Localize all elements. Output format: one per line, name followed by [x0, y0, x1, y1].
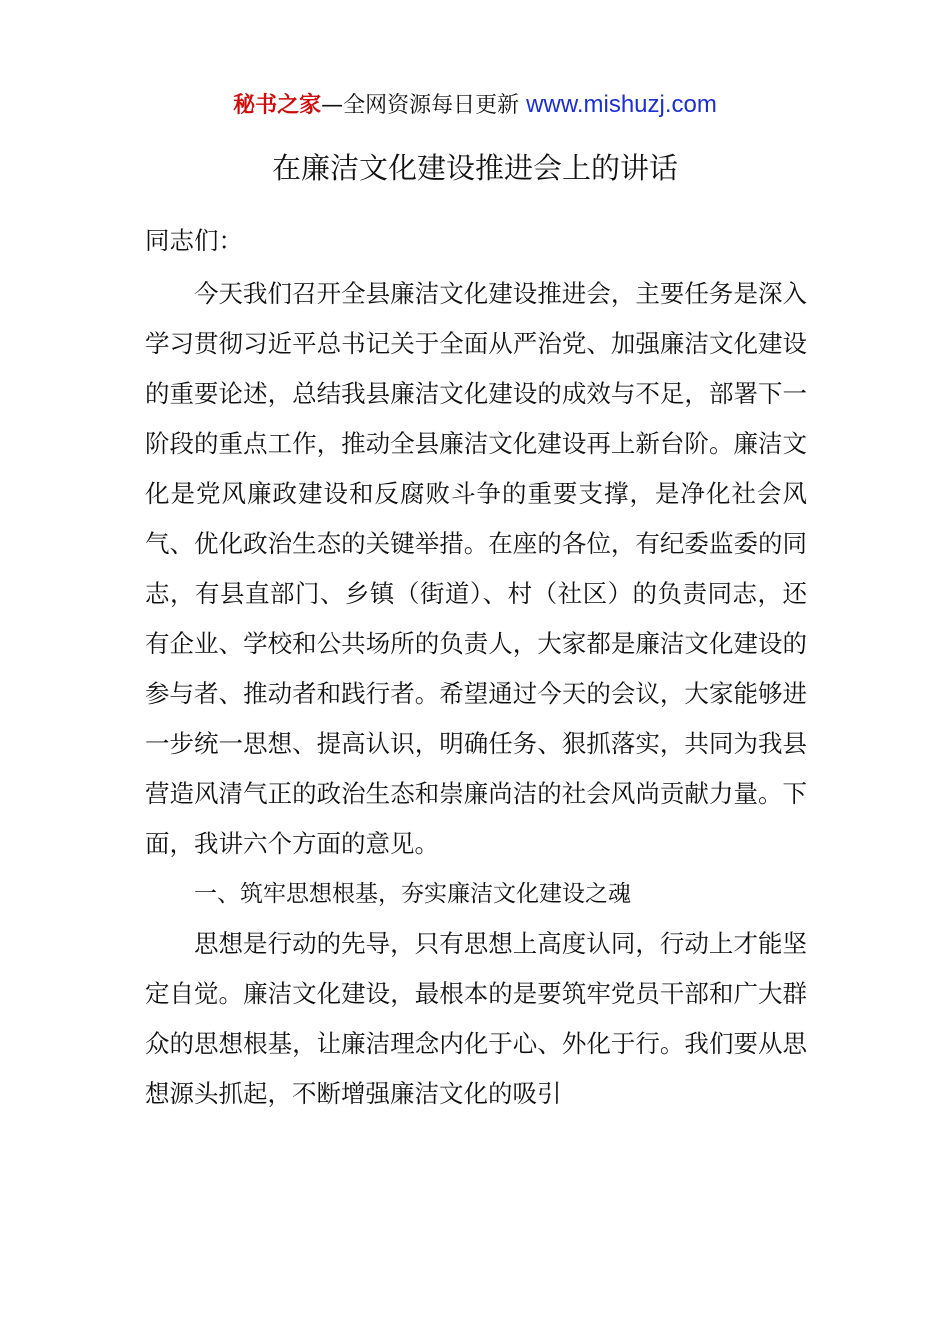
salutation: 同志们： [145, 226, 243, 255]
document-title: 在廉洁文化建设推进会上的讲话 [271, 151, 678, 185]
brand-name: 秘书之家 [233, 93, 322, 118]
section-paragraph: 思想是行动的先导，只有思想上高度认同，行动上才能坚定自觉。廉洁文化建设，最根本的是要筑牢党员干部和广大群众的思想根基，让廉洁理念内化于心、外化于行。我们要从思想源头抓起，不断增强廉洁文化的吸引 [145, 929, 807, 1108]
site-url-link[interactable]: www.mishuzj.com [526, 91, 717, 118]
section-heading: 一、筑牢思想根基，夯实廉洁文化建设之魂 [194, 881, 631, 907]
body-paragraph: 今天我们召开全县廉洁文化建设推进会，主要任务是深入学习贯彻习近平总书记关于全面从严治党、加强廉洁文化建设的重要论述，总结我县廉洁文化建设的成效与不足，部署下一阶段的重点工作，推动全县廉洁文化建设再上新台阶。廉洁文化是党风廉政建设和反腐败斗争的重要支撑，是净化社会风气、优化政治生态的关键举措。在座的各位，有纪委监委的同志，有县直部门、乡镇（街道）、村（社区）的负责同志，还有企业、学校和公共场所的负责人，大家都是廉洁文化建设的参与者、推动者和践行者。希望通过今天的会议，大家能够进一步统一思想、提高认识，明确任务、狠抓落实，共同为我县营造风清气正的政治生态和崇廉尚洁的社会风尚贡献力量。下面，我讲六个方面的意见。 [145, 279, 807, 858]
site-banner [0, 88, 950, 123]
document-body [145, 220, 807, 1119]
banner-slogan: —全网资源每日更新 [321, 93, 520, 118]
